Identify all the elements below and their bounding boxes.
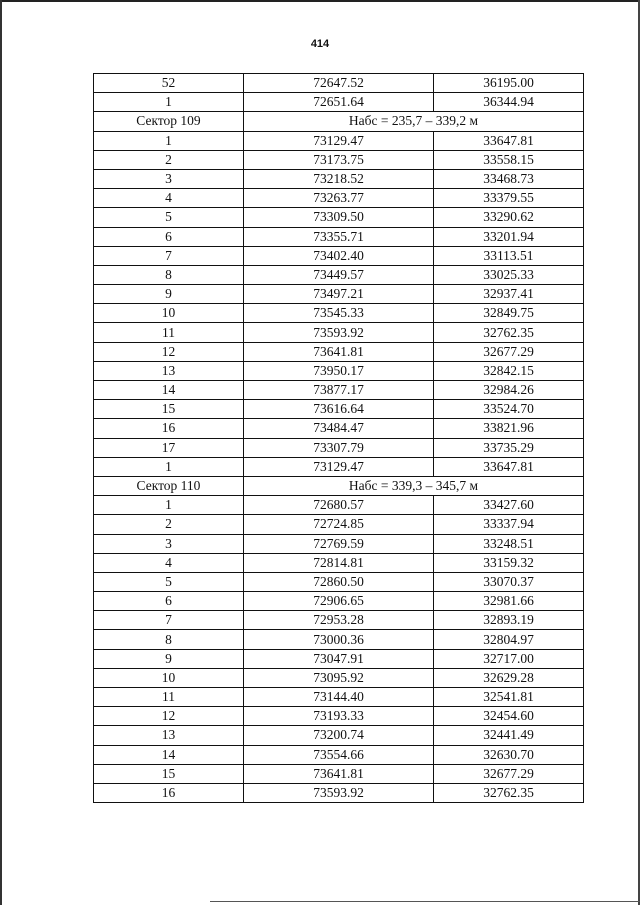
table-row — [94, 208, 584, 227]
x-coordinate-cell: 72953.28 — [244, 611, 434, 630]
y-coordinate-cell: 33337.94 — [434, 515, 584, 534]
table-row — [94, 688, 584, 707]
table-row — [94, 381, 584, 400]
y-coordinate-cell: 33427.60 — [434, 496, 584, 515]
y-coordinate-cell: 32804.97 — [434, 630, 584, 649]
point-number-cell: 15 — [94, 764, 244, 783]
y-coordinate-cell: 33647.81 — [434, 131, 584, 150]
y-coordinate-cell: 32441.49 — [434, 726, 584, 745]
x-coordinate-cell: 73129.47 — [244, 457, 434, 476]
point-number-cell: 6 — [94, 227, 244, 246]
x-coordinate-cell: 73307.79 — [244, 438, 434, 457]
y-coordinate-cell: 32849.75 — [434, 304, 584, 323]
point-number-cell: 12 — [94, 707, 244, 726]
point-number-cell: 3 — [94, 169, 244, 188]
table-row — [94, 726, 584, 745]
x-coordinate-cell: 73173.75 — [244, 150, 434, 169]
table-row — [94, 93, 584, 112]
y-coordinate-cell: 36344.94 — [434, 93, 584, 112]
page-number: 414 — [310, 38, 330, 50]
table-row — [94, 342, 584, 361]
point-number-cell: 1 — [94, 131, 244, 150]
y-coordinate-cell: 33468.73 — [434, 169, 584, 188]
x-coordinate-cell: 73641.81 — [244, 764, 434, 783]
y-coordinate-cell: 32984.26 — [434, 381, 584, 400]
point-number-cell: 17 — [94, 438, 244, 457]
sector-height-range: Набс = 235,7 – 339,2 м — [244, 112, 584, 131]
table-row — [94, 265, 584, 284]
table-row — [94, 246, 584, 265]
x-coordinate-cell: 72769.59 — [244, 534, 434, 553]
point-number-cell: 11 — [94, 688, 244, 707]
point-number-cell: 13 — [94, 361, 244, 380]
y-coordinate-cell: 33379.55 — [434, 189, 584, 208]
y-coordinate-cell: 32893.19 — [434, 611, 584, 630]
sector-header-row — [94, 112, 584, 131]
point-number-cell: 16 — [94, 783, 244, 802]
point-number-cell: 6 — [94, 592, 244, 611]
y-coordinate-cell: 33558.15 — [434, 150, 584, 169]
table-row — [94, 361, 584, 380]
page-edge-bottom — [210, 901, 640, 902]
x-coordinate-cell: 73402.40 — [244, 246, 434, 265]
table-row — [94, 496, 584, 515]
table-row — [94, 572, 584, 591]
point-number-cell: 14 — [94, 745, 244, 764]
sector-name: Сектор 110 — [94, 476, 244, 495]
y-coordinate-cell: 32630.70 — [434, 745, 584, 764]
y-coordinate-cell: 32677.29 — [434, 764, 584, 783]
x-coordinate-cell: 73950.17 — [244, 361, 434, 380]
point-number-cell: 12 — [94, 342, 244, 361]
table-row — [94, 592, 584, 611]
point-number-cell: 4 — [94, 189, 244, 208]
y-coordinate-cell: 33201.94 — [434, 227, 584, 246]
table-row — [94, 304, 584, 323]
page-edge-left — [0, 0, 2, 905]
table-row — [94, 438, 584, 457]
x-coordinate-cell: 73484.47 — [244, 419, 434, 438]
point-number-cell: 7 — [94, 246, 244, 265]
x-coordinate-cell: 73497.21 — [244, 285, 434, 304]
x-coordinate-cell: 73616.64 — [244, 400, 434, 419]
point-number-cell: 16 — [94, 419, 244, 438]
table-row — [94, 74, 584, 93]
table-row — [94, 783, 584, 802]
x-coordinate-cell: 73047.91 — [244, 649, 434, 668]
y-coordinate-cell: 33647.81 — [434, 457, 584, 476]
x-coordinate-cell: 72724.85 — [244, 515, 434, 534]
x-coordinate-cell: 72651.64 — [244, 93, 434, 112]
table-row — [94, 285, 584, 304]
y-coordinate-cell: 32937.41 — [434, 285, 584, 304]
y-coordinate-cell: 36195.00 — [434, 74, 584, 93]
y-coordinate-cell: 33113.51 — [434, 246, 584, 265]
x-coordinate-cell: 73000.36 — [244, 630, 434, 649]
y-coordinate-cell: 32762.35 — [434, 783, 584, 802]
table-row — [94, 630, 584, 649]
y-coordinate-cell: 32717.00 — [434, 649, 584, 668]
y-coordinate-cell: 33159.32 — [434, 553, 584, 572]
x-coordinate-cell: 73877.17 — [244, 381, 434, 400]
x-coordinate-cell: 73193.33 — [244, 707, 434, 726]
page-edge-top — [0, 0, 640, 2]
table-row — [94, 323, 584, 342]
point-number-cell: 2 — [94, 515, 244, 534]
point-number-cell: 9 — [94, 649, 244, 668]
point-number-cell: 9 — [94, 285, 244, 304]
point-number-cell: 11 — [94, 323, 244, 342]
y-coordinate-cell: 32762.35 — [434, 323, 584, 342]
table-row — [94, 611, 584, 630]
table-row — [94, 457, 584, 476]
point-number-cell: 8 — [94, 265, 244, 284]
point-number-cell: 52 — [94, 74, 244, 93]
table-row — [94, 534, 584, 553]
y-coordinate-cell: 32842.15 — [434, 361, 584, 380]
coordinates-table-body — [94, 74, 584, 803]
y-coordinate-cell: 32677.29 — [434, 342, 584, 361]
x-coordinate-cell: 72906.65 — [244, 592, 434, 611]
point-number-cell: 15 — [94, 400, 244, 419]
point-number-cell: 3 — [94, 534, 244, 553]
sector-height-range: Набс = 339,3 – 345,7 м — [244, 476, 584, 495]
x-coordinate-cell: 73545.33 — [244, 304, 434, 323]
x-coordinate-cell: 73593.92 — [244, 783, 434, 802]
x-coordinate-cell: 73641.81 — [244, 342, 434, 361]
point-number-cell: 5 — [94, 208, 244, 227]
point-number-cell: 5 — [94, 572, 244, 591]
y-coordinate-cell: 33070.37 — [434, 572, 584, 591]
point-number-cell: 7 — [94, 611, 244, 630]
y-coordinate-cell: 32541.81 — [434, 688, 584, 707]
y-coordinate-cell: 32981.66 — [434, 592, 584, 611]
x-coordinate-cell: 73263.77 — [244, 189, 434, 208]
x-coordinate-cell: 73355.71 — [244, 227, 434, 246]
point-number-cell: 10 — [94, 304, 244, 323]
x-coordinate-cell: 73129.47 — [244, 131, 434, 150]
table-row — [94, 169, 584, 188]
point-number-cell: 2 — [94, 150, 244, 169]
x-coordinate-cell: 72647.52 — [244, 74, 434, 93]
x-coordinate-cell: 73309.50 — [244, 208, 434, 227]
table-row — [94, 227, 584, 246]
table-row — [94, 150, 584, 169]
y-coordinate-cell: 33524.70 — [434, 400, 584, 419]
point-number-cell: 14 — [94, 381, 244, 400]
table-row — [94, 668, 584, 687]
table-row — [94, 707, 584, 726]
coordinates-table — [93, 73, 584, 803]
y-coordinate-cell: 33735.29 — [434, 438, 584, 457]
y-coordinate-cell: 33290.62 — [434, 208, 584, 227]
point-number-cell: 1 — [94, 496, 244, 515]
x-coordinate-cell: 73449.57 — [244, 265, 434, 284]
point-number-cell: 4 — [94, 553, 244, 572]
y-coordinate-cell: 33248.51 — [434, 534, 584, 553]
point-number-cell: 13 — [94, 726, 244, 745]
point-number-cell: 10 — [94, 668, 244, 687]
table-row — [94, 419, 584, 438]
x-coordinate-cell: 73095.92 — [244, 668, 434, 687]
y-coordinate-cell: 33821.96 — [434, 419, 584, 438]
x-coordinate-cell: 72680.57 — [244, 496, 434, 515]
x-coordinate-cell: 73218.52 — [244, 169, 434, 188]
x-coordinate-cell: 73554.66 — [244, 745, 434, 764]
table-row — [94, 553, 584, 572]
x-coordinate-cell: 73144.40 — [244, 688, 434, 707]
sector-name: Сектор 109 — [94, 112, 244, 131]
table-row — [94, 764, 584, 783]
y-coordinate-cell: 32629.28 — [434, 668, 584, 687]
point-number-cell: 8 — [94, 630, 244, 649]
table-row — [94, 745, 584, 764]
table-row — [94, 400, 584, 419]
sector-header-row — [94, 476, 584, 495]
table-row — [94, 131, 584, 150]
y-coordinate-cell: 32454.60 — [434, 707, 584, 726]
point-number-cell: 1 — [94, 93, 244, 112]
y-coordinate-cell: 33025.33 — [434, 265, 584, 284]
table-row — [94, 515, 584, 534]
x-coordinate-cell: 73593.92 — [244, 323, 434, 342]
x-coordinate-cell: 72860.50 — [244, 572, 434, 591]
table-row — [94, 189, 584, 208]
table-row — [94, 649, 584, 668]
x-coordinate-cell: 72814.81 — [244, 553, 434, 572]
point-number-cell: 1 — [94, 457, 244, 476]
x-coordinate-cell: 73200.74 — [244, 726, 434, 745]
